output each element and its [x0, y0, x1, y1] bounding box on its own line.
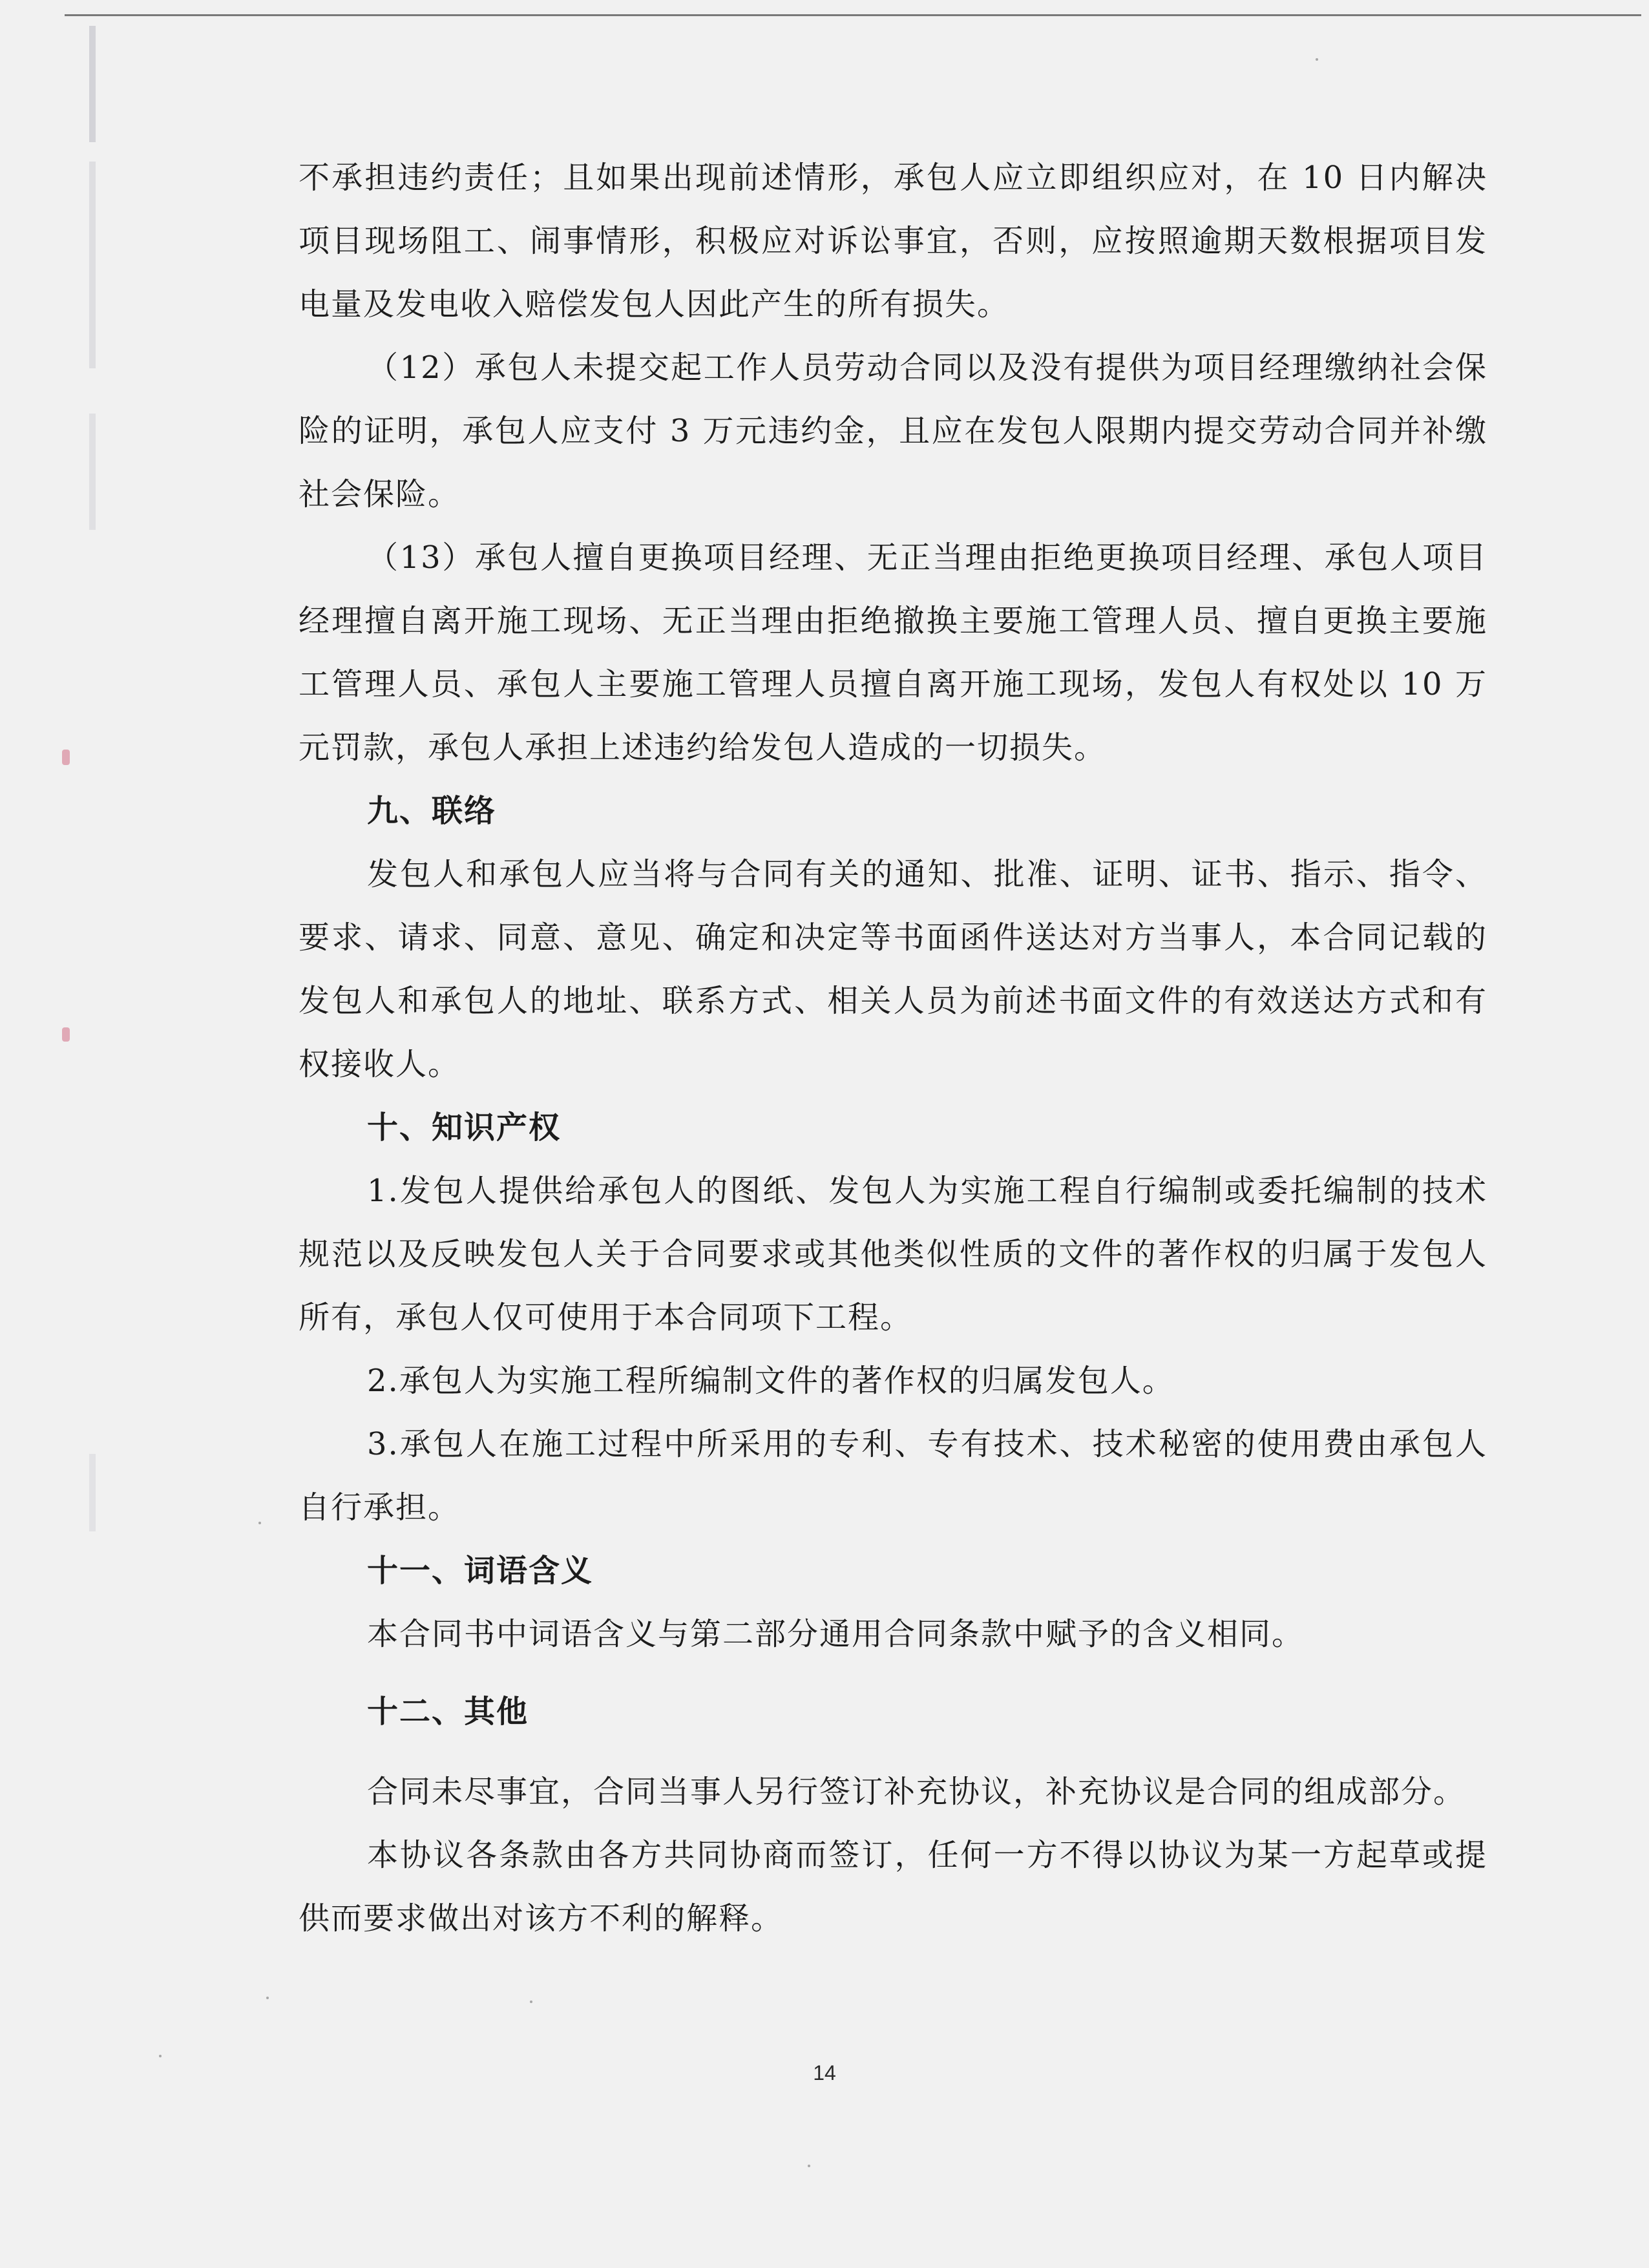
contact-paragraph: 发包人和承包人应当将与合同有关的通知、批准、证明、证书、指示、指令、要求、请求、同意、意见、确定和决定等书面函件送达对方当事人，本合同记载的发包人和承包人的地址、联系方式、相关人员为前述书面文件的有效送达方式和有权接收人。 — [299, 856, 1487, 1082]
top-scan-line — [65, 14, 1641, 16]
clause-12: （12）承包人未提交起工作人员劳动合同以及没有提供为项目经理缴纳社会保险的证明，承包人应支付 3 万元违约金，且应在发包人限期内提交劳动合同并补缴社会保险。 — [299, 350, 1487, 512]
scan-edge-mark — [89, 1454, 96, 1531]
scan-dust — [266, 1997, 269, 1999]
ip-clause-3: 3.承包人在施工过程中所采用的专利、专有技术、技术秘密的使用费由承包人自行承担。 — [299, 1426, 1487, 1526]
section-heading-ip: 十、知识产权 — [367, 1109, 562, 1146]
scan-edge-mark — [89, 414, 96, 530]
other-paragraph-1: 合同未尽事宜，合同当事人另行签订补充协议，补充协议是合同的组成部分。 — [367, 1774, 1466, 1810]
page-number: 14 — [813, 2061, 836, 2084]
scan-red-mark — [62, 1027, 70, 1042]
clause-13: （13）承包人擅自更换项目经理、无正当理由拒绝更换项目经理、承包人项目经理擅自离开施工现场、无正当理由拒绝撤换主要施工管理人员、擅自更换主要施工管理人员、承包人主要施工管理人员擅自离开施工现场，发包人有权处以 10 万元罚款，承包人承担上述违约给发包人造成的一切损失。 — [299, 540, 1487, 766]
spacer — [299, 1743, 1487, 1760]
scan-dust — [530, 2000, 532, 2003]
scan-edge-mark — [89, 26, 96, 142]
spacer — [299, 1666, 1487, 1680]
ip-clause-2: 2.承包人为实施工程所编制文件的著作权的归属发包人。 — [367, 1363, 1175, 1399]
ip-clause-1: 1.发包人提供给承包人的图纸、发包人为实施工程自行编制或委托编制的技术规范以及反映发包人关于合同要求或其他类似性质的文件的著作权的归属于发包人所有，承包人仅可使用于本合同项下工程。 — [299, 1173, 1487, 1336]
paragraph-continuation: 不承担违约责任；且如果出现前述情形，承包人应立即组织应对，在 10 日内解决项目现场阻工、闹事情形，积极应对诉讼事宜，否则，应按照逾期天数根据项目发电量及发电收入赔偿发包人因此产生的所有损失。 — [299, 160, 1487, 322]
section-heading-terms: 十一、词语含义 — [367, 1553, 594, 1589]
scan-dust — [1316, 58, 1318, 61]
terms-paragraph: 本合同书中词语含义与第二部分通用合同条款中赋予的含义相同。 — [367, 1616, 1305, 1652]
scan-red-mark — [62, 750, 70, 765]
scan-dust — [159, 2055, 162, 2057]
contract-body — [299, 146, 1487, 1950]
section-heading-other: 十二、其他 — [367, 1694, 529, 1730]
scan-dust — [258, 1522, 261, 1524]
section-heading-contact: 九、联络 — [367, 793, 497, 829]
scan-edge-mark — [89, 162, 96, 368]
scan-dust — [808, 2165, 810, 2167]
other-paragraph-2: 本协议各条款由各方共同协商而签订，任何一方不得以协议为某一方起草或提供而要求做出对该方不利的解释。 — [299, 1837, 1487, 1937]
